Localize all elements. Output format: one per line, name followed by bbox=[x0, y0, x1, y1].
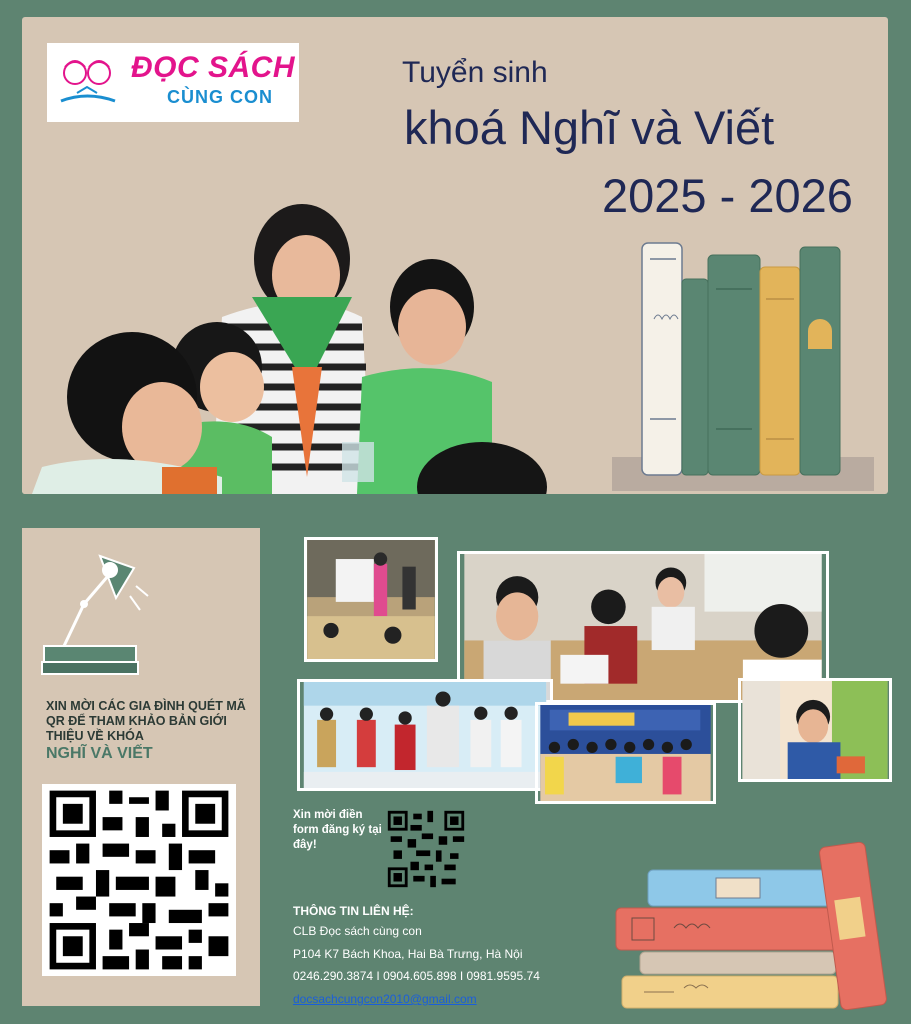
logo bbox=[47, 43, 299, 122]
qr-invite-text: XIN MỜI CÁC GIA ĐÌNH QUÉT MÃ QR ĐỂ THAM KHẢO BẢN GIỚI THIỆU VỀ KHÓA bbox=[46, 699, 246, 743]
contact-phones: 0246.290.3874 I 0904.605.898 I 0981.9595.74 bbox=[293, 969, 540, 983]
contact-email-link[interactable]: docsachcungcon2010@gmail.com bbox=[293, 992, 477, 1006]
registration-form-qr-code[interactable] bbox=[385, 808, 467, 890]
contact-address: P104 K7 Bách Khoa, Hai Bà Trưng, Hà Nội bbox=[293, 947, 523, 961]
heading-enrollment: Tuyển sinh bbox=[402, 56, 548, 89]
contact-org: CLB Đọc sách cùng con bbox=[293, 924, 422, 938]
course-name: NGHĨ VÀ VIẾT bbox=[46, 745, 153, 762]
registration-form-note: Xin mời điền form đăng ký tại đây! bbox=[293, 809, 382, 851]
photo-boy-thinking bbox=[738, 678, 892, 782]
book-stack-illustration bbox=[614, 838, 896, 1010]
qr-code-icon bbox=[385, 808, 467, 890]
qr-code-icon bbox=[42, 784, 236, 976]
contact-title: THÔNG TIN LIÊN HỆ: bbox=[293, 904, 414, 918]
books-illustration bbox=[612, 239, 877, 494]
photo-performance bbox=[297, 679, 553, 791]
course-info-qr-code[interactable] bbox=[42, 784, 236, 976]
logo-subtitle: CÙNG CON bbox=[167, 87, 273, 107]
photo-class-1 bbox=[304, 537, 438, 662]
logo-title: ĐỌC SÁCH bbox=[131, 51, 296, 84]
photo-group bbox=[535, 702, 716, 804]
kids-reading-icon bbox=[55, 53, 125, 111]
classroom-photo bbox=[22, 197, 552, 494]
heading-course: khoá Nghĩ và Viết bbox=[404, 101, 775, 154]
heading-year: 2025 - 2026 bbox=[602, 169, 853, 222]
desk-lamp-icon bbox=[38, 546, 158, 681]
